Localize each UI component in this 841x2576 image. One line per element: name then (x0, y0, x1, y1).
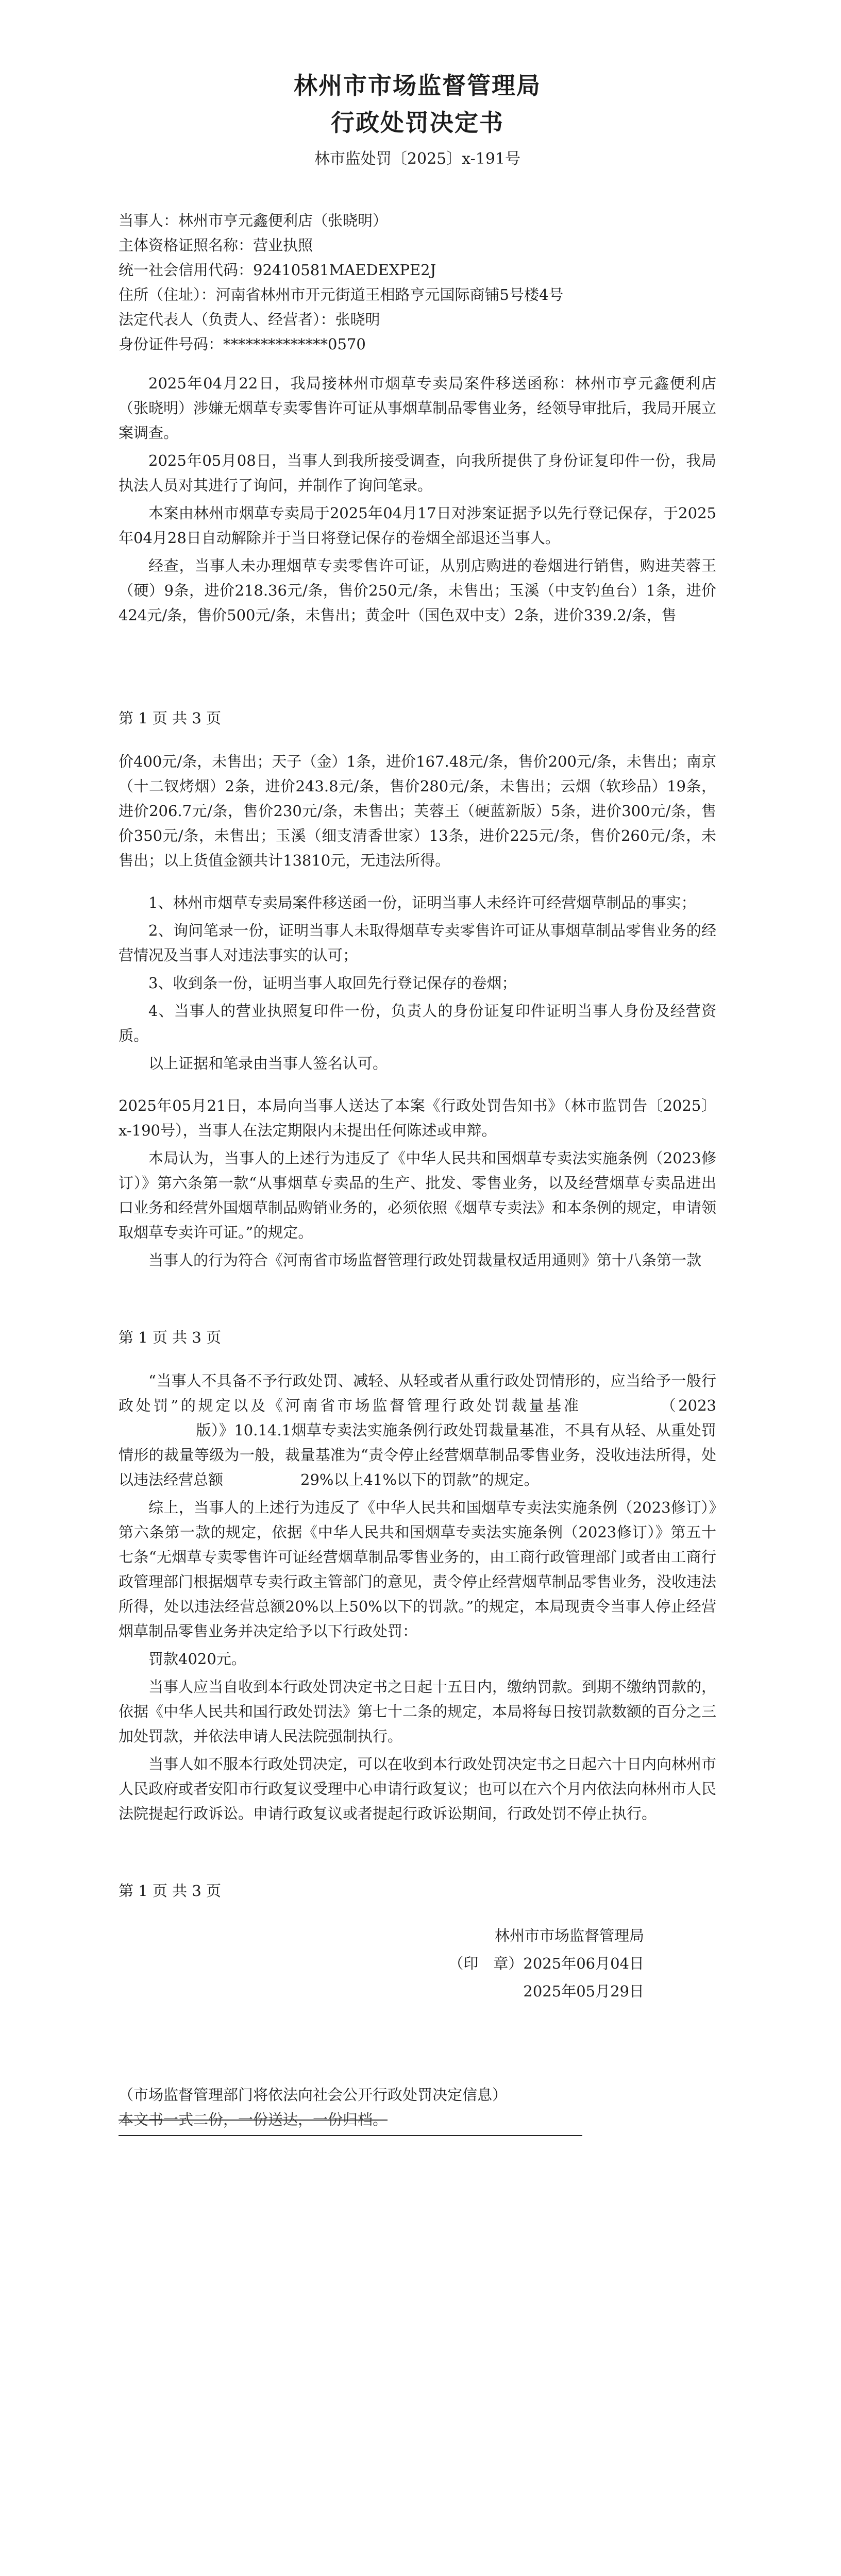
paragraph-discretion: 当事人的行为符合《河南省市场监督管理行政处罚裁量权适用通则》第十八条第一款 (148, 1251, 702, 1269)
discretion-text-c: 版）》10.14.1烟草专卖法实施条例行政处罚裁量基准，不具有从轻、从重处罚情形的裁量等级为一般，裁量基准为“责令停止经营烟草制品零售业务，没收违法所得，处以违法经营总额 (119, 1421, 716, 1488)
decision-date: 2025年05月29日 (523, 1982, 644, 2000)
document-title-line2: 行政处罚决定书 (331, 109, 504, 137)
paragraph-violation: 本局认为，当事人的上述行为违反了《中华人民共和国烟草专卖法实施条例（2023修订）》第六条第一款“从事烟草专卖品的生产、批发、零售业务，以及经营烟草专卖品进出口业务和经营外国烟草制品购销业务的，必须依照《烟草专卖法》和本条例的规定，申请领取烟草专卖许可证。”的规定。 (119, 1149, 717, 1241)
paragraph-conclusion: 综上，当事人的上述行为违反了《中华人民共和国烟草专卖法实施条例（2023修订）》第六条第一款的规定，依据《中华人民共和国烟草专卖法实施条例（2023修订）》第五十七条“无烟草专卖零售许可证经营烟草制品零售业务的，由工商行政管理部门或者由工商行政管理部门根据烟草专卖行政主管部门的意见，责令停止经营烟草制品零售业务，没收违法所得，处以违法经营总额20%以上50%以下的罚款。”的规定，本局现责令当事人停止经营烟草制品零售业务并决定给予以下行政处罚： (119, 1499, 717, 1640)
page-footer-1: 第 1 页 共 3 页 (119, 709, 221, 727)
paragraph-evidence-preservation: 本案由林州市烟草专卖局于2025年04月17日对涉案证据予以先行登记保存，于2025年04月28日自动解除并于当日将登记保存的卷烟全部退还当事人。 (119, 504, 716, 547)
paragraph-investigation: 2025年05月08日，当事人到我所接受调查，向我所提供了身份证复印件一份，我局执法人员对其进行了询问，并制作了询问笔录。 (119, 452, 716, 494)
party-address: 住所（住址）：河南省林州市开元街道王相路亨元国际商铺5号楼4号 (119, 286, 564, 303)
evidence-item-2: 2、询问笔录一份，证明当事人未取得烟草专卖零售许可证从事烟草制品零售业务的经营情况及当事人对违法事实的认可； (119, 922, 716, 964)
copies-text: 本文书一式二份，一份送达，一份归档。 (119, 2111, 388, 2128)
id-number: 身份证件号码：**************0570 (119, 335, 366, 353)
penalty-amount: 罚款4020元。 (148, 1650, 246, 1668)
document-title-line1: 林州市市场监督管理局 (294, 72, 541, 99)
signature-block (119, 1922, 716, 2005)
discretion-text-b: （2023 (658, 1397, 717, 1414)
document-number: 林市监处罚〔2025〕x-191号 (314, 150, 521, 168)
paragraph-discretion-standard (119, 1368, 716, 1492)
seal-date: （印 章）2025年06月04日 (448, 1955, 644, 1972)
discretion-text-d: 29%以上41%以下的罚款”的规定。 (300, 1471, 539, 1488)
issuing-organization: 林州市市场监督管理局 (494, 1927, 644, 1944)
party-name: 当事人：林州市亨元鑫便利店（张晓明） (119, 212, 388, 229)
penalty-document (119, 67, 716, 2136)
paragraph-appeal: 当事人如不服本行政处罚决定，可以在收到本行政处罚决定书之日起六十日内向林州市人民政府或者安阳市行政复议受理中心申请行政复议；也可以在六个月内依法向林州市人民法院提起行政诉讼。申请行政复议或者提起行政诉讼期间，行政处罚不停止执行。 (119, 1755, 717, 1822)
paragraph-facts-part1: 经查，当事人未办理烟草专卖零售许可证，从别店购进的卷烟进行销售，购进芙蓉王（硬）9条，进价218.36元/条，售价250元/条，未售出；玉溪（中支钓鱼台）1条，进价424元/条，售价500元/条，未售出；黄金叶（国色双中支）2条，进价339.2/条，售 (119, 557, 716, 624)
evidence-item-1: 1、林州市烟草专卖局案件移送函一份，证明当事人未经许可经营烟草制品的事实； (148, 894, 696, 911)
paragraph-payment: 当事人应当自收到本行政处罚决定书之日起十五日内，缴纳罚款。到期不缴纳罚款的，依据《中华人民共和国行政处罚法》第七十二条的规定，本局将每日按罚款数额的百分之三加处罚款，并依法申请人民法院强制执行。 (119, 1678, 717, 1745)
license-type: 主体资格证照名称：营业执照 (119, 236, 313, 254)
publicity-notice (119, 2082, 716, 2136)
paragraph-case-origin: 2025年04月22日，我局接林州市烟草专卖局案件移送函称：林州市亨元鑫便利店（张晓明）涉嫌无烟草专卖零售许可证从事烟草制品零售业务，经领导审批后，我局开展立案调查。 (119, 375, 717, 442)
evidence-note: 以上证据和笔录由当事人签名认可。 (148, 1055, 388, 1072)
divider-line (119, 2135, 582, 2136)
party-info (119, 208, 716, 357)
discretion-text-a: “当事人不具备不予行政处罚、减轻、从轻或者从重行政处罚情形的，应当给予一般行政处罚”的规定以及《河南省市场监督管理行政处罚裁量基准 (119, 1372, 716, 1414)
paragraph-notice-served: 2025年05月21日，本局向当事人送达了本案《行政处罚告知书》（林市监罚告〔2025〕x-190号），当事人在法定期限内未提出任何陈述或申辩。 (119, 1097, 716, 1139)
paragraph-facts-part2: 价400元/条，未售出；天子（金）1条，进价167.48元/条，售价200元/条，未售出；南京（十二钗烤烟）2条，进价243.8元/条，售价280元/条，未售出；云烟（软珍品）19条，进价206.7元/条，售价230元/条，未售出；芙蓉王（硬蓝新版）5条，进价300元/条，售价350元/条，未售出；玉溪（细支清香世家）13条，进价225元/条，售价260元/条，未售出；以上货值金额共计13810元，无违法所得。 (119, 753, 716, 869)
page-footer-2: 第 1 页 共 3 页 (119, 1329, 221, 1346)
publicity-text: （市场监督管理部门将依法向社会公开行政处罚决定信息） (119, 2086, 508, 2104)
credit-code: 统一社会信用代码：92410581MAEDEXPE2J (119, 261, 436, 279)
page-footer-3: 第 1 页 共 3 页 (119, 1882, 221, 1900)
legal-representative: 法定代表人（负责人、经营者）：张晓明 (119, 311, 380, 328)
evidence-item-4: 4、当事人的营业执照复印件一份，负责人的身份证复印件证明当事人身份及经营资质。 (119, 1002, 716, 1044)
evidence-item-3: 3、收到条一份，证明当事人取回先行登记保存的卷烟； (148, 974, 517, 992)
